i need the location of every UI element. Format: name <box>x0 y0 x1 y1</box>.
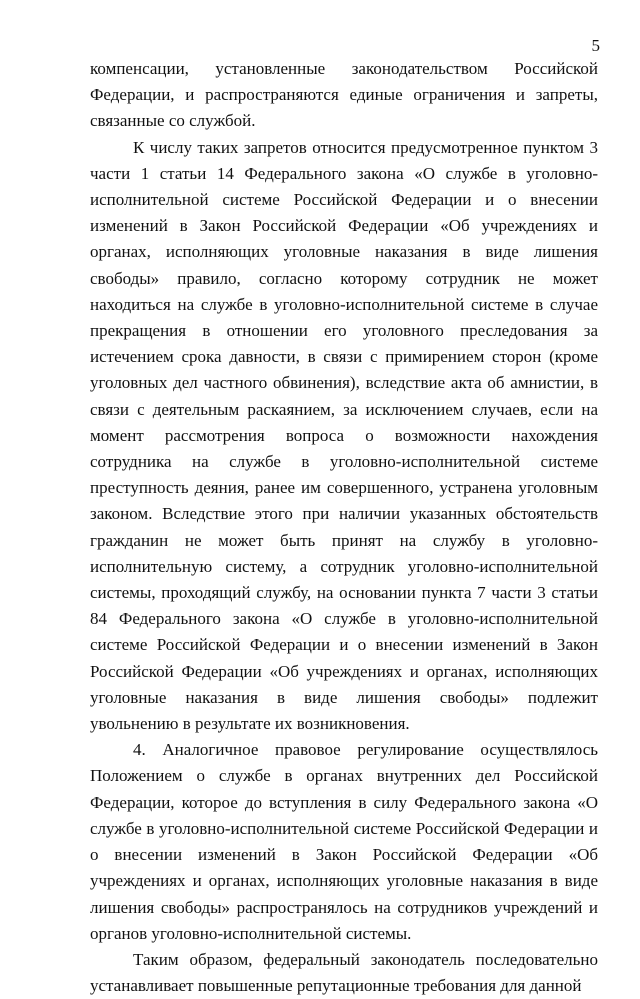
paragraph-continuation: компенсации, установленные законодательством Российской Федерации, и распространяются единые ограничения и запреты, связанные со службой. <box>90 59 598 131</box>
page-number: 5 <box>591 36 600 55</box>
paragraph-4-analogous-regulation: 4. Аналогичное правовое регулирование осуществлялось Положением о службе в органах внутренних дел Российской Федерации, которое до вступления в силу Федерального закона «О службе в уголовно-исполнительной системе Российской Федерации и о внесении изменений в Закон Российской Федерации «Об учреждениях и органах, исполняющих уголовные наказания в виде лишения свободы» распространялось на сотрудников учреждений и органов уголовно-исполнительной системы. <box>90 740 598 943</box>
document-body <box>90 56 598 999</box>
paragraph-prohibitions: К числу таких запретов относится предусмотренное пунктом 3 части 1 статьи 14 Федерального закона «О службе в уголовно-исполнительной системе Российской Федерации и о внесении изменений в Закон Российской Федерации «Об учреждениях и органах, исполняющих уголовные наказания в виде лишения свободы» правило, согласно которому сотрудник не может находиться на службе в уголовно-исполнительной системе в случае прекращения в отношении его уголовного преследования за истечением срока давности, в связи с примирением сторон (кроме уголовных дел частного обвинения), вследствие акта об амнистии, в связи с деятельным раскаянием, за исключением случаев, если на момент рассмотрения вопроса о возможности нахождения сотрудника на службе в уголовно-исполнительной системе преступность деяния, ранее им совершенного, устранена уголовным законом. Вследствие этого при наличии указанных обстоятельств гражданин не может быть принят на службу в уголовно-исполнительную систему, а сотрудник уголовно-исполнительной системы, проходящий службу, на основании пункта 7 части 3 статьи 84 Федерального закона «О службе в уголовно-исполнительной системе Российской Федерации и о внесении изменений в Закон Российской Федерации «Об учреждениях и органах, исполняющих уголовные наказания в виде лишения свободы» подлежит увольнению в результате их возникновения. <box>90 137 598 734</box>
paragraph-conclusion: Таким образом, федеральный законодатель последовательно устанавливает повышенные репутационные требования для данной <box>90 949 598 996</box>
